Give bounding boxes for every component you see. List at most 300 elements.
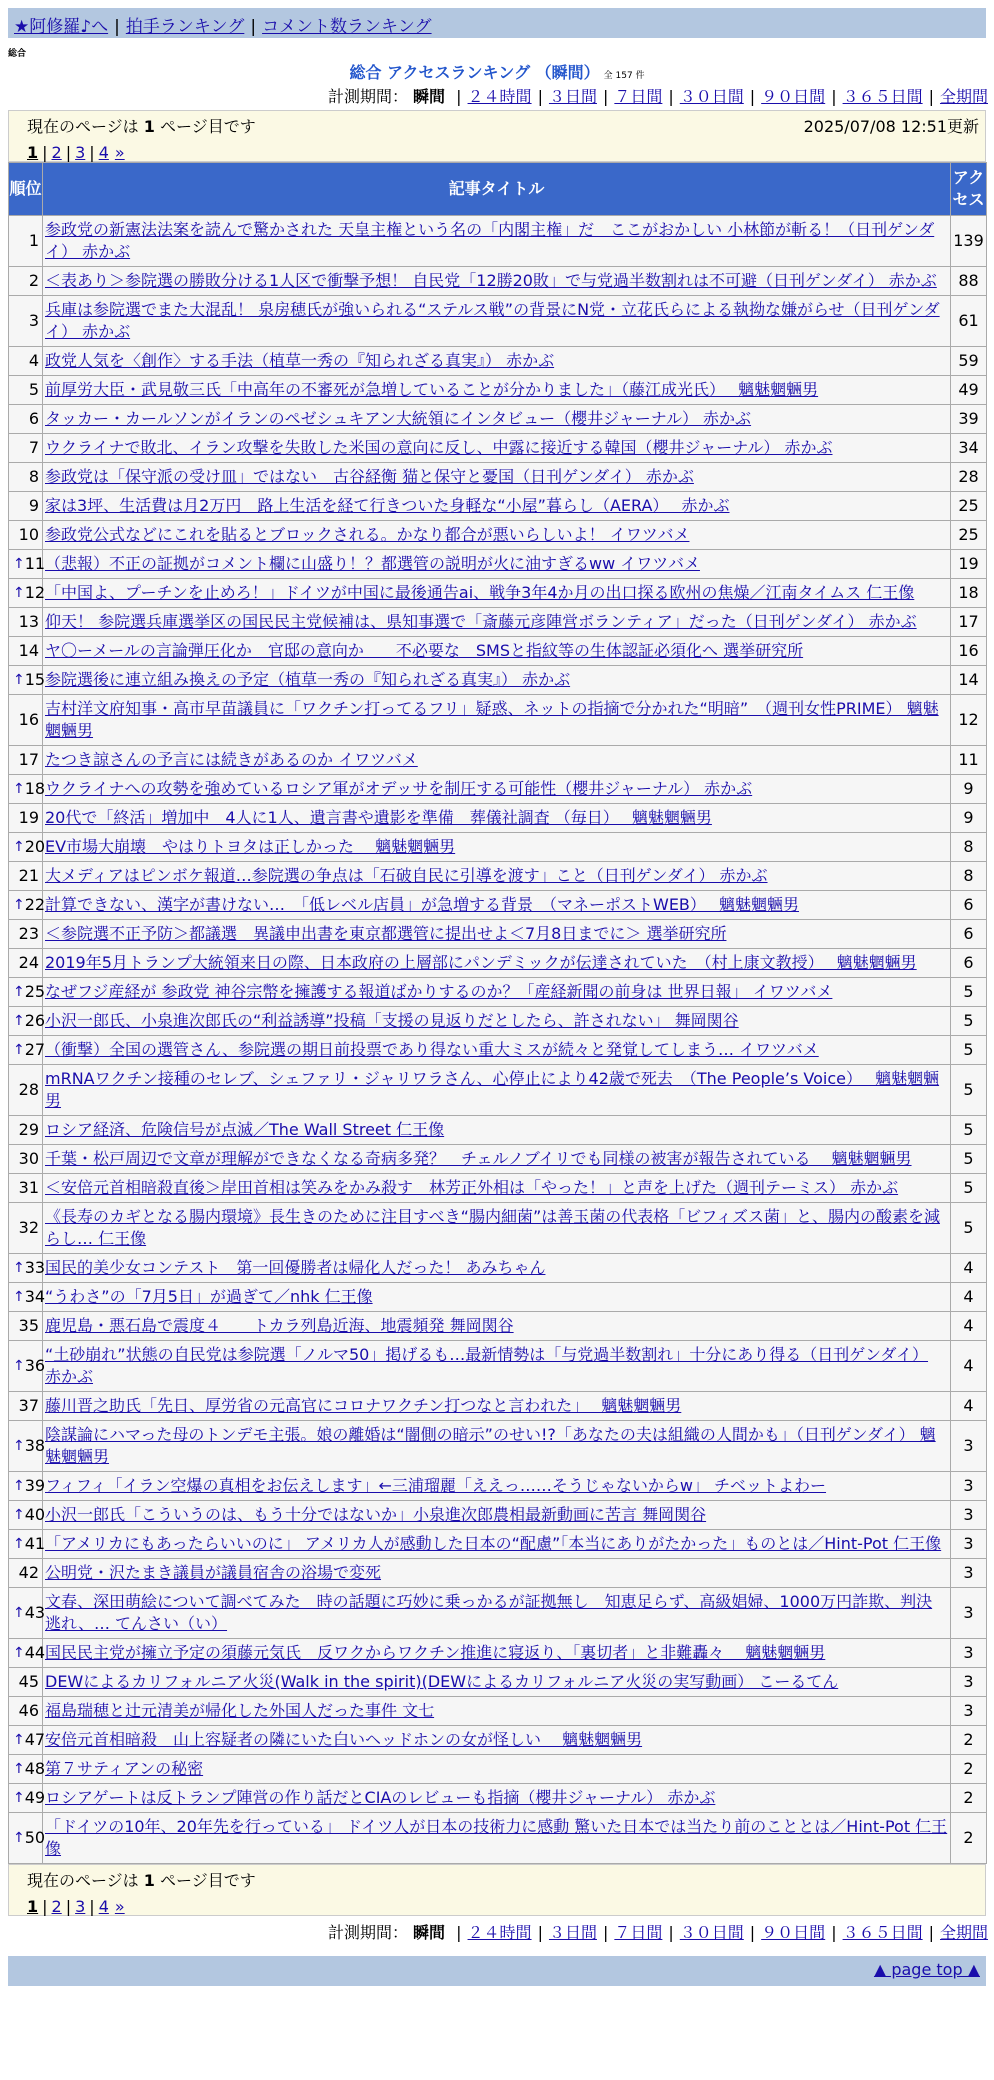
rank-number: 3	[28, 311, 39, 330]
article-title-link[interactable]: ＜参院選不正予防＞都議選 異議申出書を東京都選管に提出せよ＜7月8日までに＞ 選挙研究所	[45, 924, 727, 943]
rank-up-arrow-icon: ↑	[13, 585, 25, 601]
table-row	[9, 1036, 987, 1065]
access-count: 6	[951, 891, 987, 920]
table-row	[9, 608, 987, 637]
period-link[interactable]: ９０日間	[761, 1923, 826, 1942]
article-title-link[interactable]: 国民的美少女コンテスト 第一回優勝者は帰化人だった！ あみちゃん	[45, 1258, 546, 1277]
rank-up-arrow-icon: ↑	[13, 1507, 25, 1523]
title-cell	[43, 804, 951, 833]
page-title	[0, 60, 994, 83]
article-title-link[interactable]: 政党人気を〈創作〉する手法（植草一秀の『知られざる真実』） 赤かぶ	[45, 351, 555, 370]
title-cell	[43, 775, 951, 804]
title-cell	[43, 1472, 951, 1501]
table-row	[9, 463, 987, 492]
access-count: 4	[951, 1312, 987, 1341]
access-count: 4	[951, 1283, 987, 1312]
title-cell	[43, 1668, 951, 1697]
title-cell	[43, 1254, 951, 1283]
table-row	[9, 920, 987, 949]
period-separator: |	[668, 87, 674, 106]
article-title-link[interactable]: 「中国よ、プーチンを止めろ！」ドイツが中国に最後通告ai、戦争3年4か月の出口探る欧州の焦燥／江南タイムス 仁王像	[45, 583, 915, 602]
period-link[interactable]: ２４時間	[467, 87, 532, 106]
title-cell	[43, 1697, 951, 1726]
rank-cell	[9, 804, 43, 833]
page-current: 1	[27, 1897, 39, 1916]
article-title-link[interactable]: 文春、深田萌絵について調べてみた 時の話題に巧妙に乗っかるが証拠無し 知恵足らず、高級娼婦、1000万円詐欺、判決逃れ、… てんさい（い）	[45, 1592, 933, 1633]
period-links	[450, 87, 988, 106]
article-title-link[interactable]: 計算できない、漢字が書けない… 「低レベル店員」が急増する背景 （マネーポストWEB） 魑魅魍魎男	[45, 895, 799, 914]
rank-cell	[9, 1392, 43, 1421]
rank-number: 15	[24, 670, 46, 689]
nav-home-link[interactable]: ★阿修羅♪へ	[14, 17, 109, 37]
page-link[interactable]: 3	[75, 1897, 86, 1916]
access-count: 25	[951, 492, 987, 521]
rank-up-arrow-icon: ↑	[13, 1761, 25, 1777]
rank-number: 18	[24, 779, 46, 798]
rank-number: 26	[24, 1011, 46, 1030]
article-title-link[interactable]: 小沢一郎氏「こういうのは、もう十分ではないか」小泉進次郎農相最新動画に苦言 舞岡関谷	[45, 1505, 707, 1524]
table-row	[9, 347, 987, 376]
article-title-link[interactable]: 参政党公式などにこれを貼るとブロックされる。かなり都合が悪いらしいよ！ イワツバメ	[45, 525, 690, 544]
current-page-number: 1	[143, 1871, 155, 1890]
period-separator: |	[749, 1923, 756, 1942]
table-row	[9, 550, 987, 579]
table-row	[9, 1813, 987, 1864]
table-row	[9, 1697, 987, 1726]
table-row	[9, 1501, 987, 1530]
column-header-access: アクセス	[951, 163, 987, 216]
rank-cell	[9, 949, 43, 978]
article-title-link[interactable]: ロシア経済、危険信号が点滅／The Wall Street 仁王像	[45, 1120, 445, 1139]
title-cell	[43, 579, 951, 608]
access-count: 3	[951, 1501, 987, 1530]
title-cell	[43, 376, 951, 405]
table-row	[9, 695, 987, 746]
access-count: 59	[951, 347, 987, 376]
article-title-link[interactable]: 家は3坪、生活費は月2万円 路上生活を経て行きついた身軽な“小屋”暮らし（AERA） 赤かぶ	[45, 496, 730, 515]
rank-number: 23	[18, 924, 39, 943]
rank-number: 33	[24, 1258, 46, 1277]
rank-cell	[9, 376, 43, 405]
table-row	[9, 978, 987, 1007]
article-title-link[interactable]: 「アメリカにもあったらいいのに」 アメリカ人が感動した日本の“配慮”「本当にありがたかった」ものとは／Hint-Pot 仁王像	[45, 1534, 942, 1553]
rank-cell	[9, 296, 43, 347]
table-row	[9, 1639, 987, 1668]
page-link[interactable]: 4	[98, 1897, 109, 1916]
period-separator: |	[456, 87, 462, 106]
ranking-body	[9, 216, 987, 1864]
title-cell	[43, 296, 951, 347]
rank-cell	[9, 1145, 43, 1174]
rank-cell	[9, 463, 43, 492]
article-title-link[interactable]: なぜフジ産経が 参政党 神谷宗幣を擁護する報道ばかりするのか？「産経新聞の前身は 世界日報」 イワツバメ	[45, 982, 833, 1001]
rank-cell	[9, 666, 46, 695]
rank-cell	[9, 833, 46, 862]
article-title-link[interactable]: 参院選後に連立組み換えの予定（植草一秀の『知られざる真実』） 赤かぶ	[45, 670, 571, 689]
title-cell	[43, 1036, 951, 1065]
title-cell	[43, 1174, 951, 1203]
title-cell	[43, 492, 951, 521]
access-count: 5	[951, 1065, 987, 1116]
page-info-top	[8, 110, 986, 162]
rank-up-arrow-icon: ↑	[13, 1289, 25, 1305]
article-title-link[interactable]: タッカー・カールソンがイランのペゼシュキアン大統領にインタビュー（櫻井ジャーナル） 赤かぶ	[45, 409, 752, 428]
period-link[interactable]: ２４時間	[467, 1923, 532, 1942]
period-link[interactable]: ９０日間	[761, 87, 826, 106]
title-cell	[43, 1530, 951, 1559]
period-link[interactable]: ３日間	[548, 1923, 597, 1942]
article-title-link[interactable]: 第７サティアンの秘密	[45, 1759, 204, 1778]
rank-up-arrow-icon: ↑	[13, 1438, 25, 1454]
rank-cell	[9, 347, 43, 376]
rank-up-arrow-icon: ↑	[13, 1478, 25, 1494]
access-count: 28	[951, 463, 987, 492]
title-cell	[43, 1341, 951, 1392]
table-row	[9, 833, 987, 862]
rank-up-arrow-icon: ↑	[13, 1013, 25, 1029]
page-link[interactable]: 3	[75, 143, 86, 162]
rank-number: 41	[24, 1534, 46, 1553]
top-nav-bar	[8, 8, 986, 38]
rank-number: 37	[18, 1396, 39, 1415]
access-count: 19	[951, 550, 987, 579]
rank-cell	[9, 1203, 43, 1254]
page-separator: |	[89, 1897, 95, 1916]
column-header-title: 記事タイトル	[43, 163, 951, 216]
total-count: 全 157 件	[603, 71, 645, 81]
article-title-link[interactable]: 吉村洋文府知事・高市早苗議員に「ワクチン打ってるフリ」疑惑、ネットの指摘で分かれた“明暗” （週刊女性PRIME） 魑魅魍魎男	[45, 699, 939, 740]
title-cell	[43, 666, 951, 695]
rank-cell	[9, 1726, 46, 1755]
article-title-link[interactable]: 鹿児島・悪石島で震度４ トカラ列島近海、地震頻発 舞岡関谷	[45, 1316, 514, 1335]
table-row	[9, 1726, 987, 1755]
rank-number: 1	[28, 231, 39, 250]
rank-cell	[9, 1530, 46, 1559]
article-title-link[interactable]: （悲報）不正の証拠がコメント欄に山盛り！？都選管の説明が火に油すぎるww イワツバメ	[45, 554, 700, 573]
article-title-link[interactable]: 兵庫は参院選でまた大混乱！ 泉房穂氏が強いられる“ステルス戦”の背景にN党・立花氏らによる執拗な嫌がらせ（日刊ゲンダイ） 赤かぶ	[45, 300, 940, 341]
article-title-link[interactable]: ウクライナへの攻勢を強めているロシア軍がオデッサを制圧する可能性（櫻井ジャーナル） 赤かぶ	[45, 779, 753, 798]
article-title-link[interactable]: 福島瑞穂と辻元清美が帰化した外国人だった事件 文七	[45, 1701, 435, 1720]
access-count: 18	[951, 579, 987, 608]
rank-cell	[9, 1813, 46, 1864]
article-title-link[interactable]: 仰天！ 参院選兵庫選挙区の国民民主党候補は、県知事選で「斎藤元彦陣営ボランティア」だった（日刊ゲンダイ） 赤かぶ	[45, 612, 917, 631]
rank-number: 2	[28, 271, 39, 290]
title-cell	[43, 920, 951, 949]
table-row	[9, 521, 987, 550]
rank-number: 12	[24, 583, 46, 602]
rank-number: 45	[18, 1672, 39, 1691]
title-cell	[43, 267, 951, 296]
rank-number: 16	[18, 710, 39, 729]
table-row	[9, 1784, 987, 1813]
title-cell	[43, 1639, 951, 1668]
rank-up-arrow-icon: ↑	[13, 984, 25, 1000]
table-row	[9, 804, 987, 833]
page-separator: |	[42, 1897, 48, 1916]
rank-cell	[9, 521, 43, 550]
article-title-link[interactable]: 大メディアはピンボケ報道…参院選の争点は「石破自民に引導を渡す」こと（日刊ゲンダイ） 赤かぶ	[45, 866, 768, 885]
article-title-link[interactable]: フィフィ「イラン空爆の真相をお伝えします」←三浦瑠麗「ええっ……そうじゃないからw」 チベットよわー	[45, 1476, 827, 1495]
access-count: 3	[951, 1559, 987, 1588]
article-title-link[interactable]: EV市場大崩壊 やはりトヨタは正しかった 魑魅魍魎男	[45, 837, 456, 856]
rank-up-arrow-icon: ↑	[13, 1605, 25, 1621]
rank-cell	[9, 920, 43, 949]
page-separator: |	[42, 143, 48, 162]
period-link[interactable]: ３０日間	[679, 87, 744, 106]
access-count: 14	[951, 666, 987, 695]
article-title-link[interactable]: 参政党の新憲法法案を読んで驚かされた 天皇主権という名の「内閣主権」だ ここがおかしい 小林節が斬る！（日刊ゲンダイ） 赤かぶ	[45, 220, 935, 261]
rank-up-arrow-icon: ↑	[13, 897, 25, 913]
rank-number: 22	[24, 895, 46, 914]
rank-number: 7	[28, 438, 39, 457]
rank-number: 48	[24, 1759, 46, 1778]
access-count: 8	[951, 833, 987, 862]
rank-cell	[9, 1784, 46, 1813]
period-link[interactable]: 全期間	[939, 1923, 988, 1942]
title-cell	[43, 434, 951, 463]
pagination	[27, 143, 967, 162]
page-link[interactable]: 4	[98, 143, 109, 162]
rank-number: 36	[24, 1356, 46, 1375]
rank-cell	[9, 695, 43, 746]
page-link[interactable]: 2	[51, 143, 62, 162]
period-separator: |	[537, 1923, 543, 1942]
access-count: 25	[951, 521, 987, 550]
table-row	[9, 1312, 987, 1341]
access-count: 5	[951, 1007, 987, 1036]
article-title-link[interactable]: “うわさ”の「7月5日」が過ぎて／nhk 仁王像	[45, 1287, 373, 1306]
period-label: 計測期間：	[327, 1923, 408, 1942]
table-row	[9, 579, 987, 608]
table-row	[9, 1559, 987, 1588]
period-selector-bottom	[328, 1920, 988, 1943]
rank-number: 29	[18, 1120, 39, 1139]
access-count: 5	[951, 1203, 987, 1254]
rank-cell	[9, 405, 43, 434]
rank-up-arrow-icon: ↑	[13, 1645, 25, 1661]
column-header-rank: 順位	[9, 163, 43, 216]
article-title-link[interactable]: ＜表あり＞参院選の勝敗分ける1人区で衝撃予想！ 自民党「12勝20敗」で与党過半数割れは不可避（日刊ゲンダイ） 赤かぶ	[45, 271, 937, 290]
page-link[interactable]: 2	[51, 1897, 62, 1916]
article-title-link[interactable]: たつき諒さんの予言には続きがあるのか イワツバメ	[45, 750, 418, 769]
rank-cell	[9, 1116, 43, 1145]
title-cell	[43, 216, 951, 267]
article-title-link[interactable]: ロシアゲートは反トランプ陣営の作り話だとCIAのレビューも指摘（櫻井ジャーナル） 赤かぶ	[45, 1788, 716, 1807]
current-page-suffix: ページ目です	[160, 117, 256, 136]
rank-number: 5	[28, 380, 39, 399]
title-cell	[43, 1007, 951, 1036]
article-title-link[interactable]: 前厚労大臣・武見敬三氏「中高年の不審死が急増していることが分かりました」（藤江成光氏） 魑魅魍魎男	[45, 380, 819, 399]
access-count: 3	[951, 1639, 987, 1668]
period-separator: |	[456, 1923, 462, 1942]
article-title-link[interactable]: 《長寿のカギとなる腸内環境》長生きのために注目すべき“腸内細菌”は善玉菌の代表格「ビフィズス菌」と、腸内の酸素を減らし… 仁王像	[45, 1207, 940, 1248]
title-cell	[43, 1145, 951, 1174]
rank-number: 13	[18, 612, 39, 631]
rank-number: 24	[18, 953, 39, 972]
table-row	[9, 1668, 987, 1697]
access-count: 88	[951, 267, 987, 296]
title-cell	[43, 1501, 951, 1530]
page-info-bottom	[8, 1864, 986, 1916]
rank-number: 31	[18, 1178, 39, 1197]
rank-cell	[9, 1472, 46, 1501]
rank-cell	[9, 550, 46, 579]
access-count: 9	[951, 804, 987, 833]
access-count: 6	[951, 949, 987, 978]
rank-cell	[9, 1341, 46, 1392]
rank-number: 49	[24, 1788, 46, 1807]
access-count: 5	[951, 1174, 987, 1203]
rank-number: 35	[18, 1316, 39, 1335]
article-title-link[interactable]: ヤ〇ーメールの言論弾圧化か 官邸の意向か 不必要な SMSと指紋等の生体認証必須化へ 選挙研究所	[45, 641, 804, 660]
title-cell	[43, 1588, 951, 1639]
title-cell	[43, 1755, 951, 1784]
rank-number: 43	[24, 1603, 46, 1622]
access-count: 16	[951, 637, 987, 666]
nav-separator: |	[114, 17, 120, 37]
rank-number: 42	[18, 1563, 39, 1582]
article-title-link[interactable]: mRNAワクチン接種のセレブ、シェファリ・ジャリワラさん、心停止により42歳で死去 （The People’s Voice） 魑魅魍魎男	[45, 1069, 940, 1110]
rank-number: 38	[24, 1436, 46, 1455]
article-title-link[interactable]: 小沢一郎氏、小泉進次郎氏の“利益誘導”投稿「支援の見返りだとしたら、許されない」 舞岡関谷	[45, 1011, 739, 1030]
footer-bar	[8, 1956, 986, 1986]
period-separator: |	[928, 1923, 934, 1942]
article-title-link[interactable]: 参政党は「保守派の受け皿」ではない 古谷経衡 猫と保守と憂国（日刊ゲンダイ） 赤かぶ	[45, 467, 694, 486]
access-count: 8	[951, 862, 987, 891]
article-title-link[interactable]: 藤川晋之助氏「先日、厚労省の元高官にコロナワクチン打つなと言われた」 魑魅魍魎男	[45, 1396, 682, 1415]
title-cell	[43, 1813, 951, 1864]
rank-cell	[9, 775, 46, 804]
rank-cell	[9, 1312, 43, 1341]
title-cell	[43, 405, 951, 434]
article-title-link[interactable]: 2019年5月トランプ大統領来日の際、日本政府の上層部にパンデミックが伝達されていた （村上康文教授） 魑魅魍魎男	[45, 953, 917, 972]
rank-cell	[9, 978, 46, 1007]
table-row	[9, 296, 987, 347]
title-cell	[43, 521, 951, 550]
rank-cell	[9, 746, 43, 775]
title-cell	[43, 949, 951, 978]
table-row	[9, 1116, 987, 1145]
access-count: 5	[951, 1036, 987, 1065]
article-title-link[interactable]: 「ドイツの10年、20年先を行っている」 ドイツ人が日本の技術力に感動 驚いた日本では当たり前のこととは／Hint-Pot 仁王像	[45, 1817, 948, 1858]
table-row	[9, 1145, 987, 1174]
period-link[interactable]: ３６５日間	[842, 1923, 923, 1942]
rank-cell	[9, 492, 43, 521]
rank-up-arrow-icon: ↑	[13, 781, 25, 797]
period-link[interactable]: ３日間	[548, 87, 597, 106]
article-title-link[interactable]: 国民民主党が擁立予定の須藤元気氏 反ワクからワクチン推進に寝返り、「裏切者」と非難轟々 魑魅魍魎男	[45, 1643, 826, 1662]
rank-cell	[9, 608, 43, 637]
rank-cell	[9, 1007, 46, 1036]
period-link[interactable]: 全期間	[939, 87, 988, 106]
page-next-link[interactable]: »	[114, 1897, 125, 1916]
article-title-link[interactable]: 安倍元首相暗殺 山上容疑者の隣にいた白いヘッドホンの女が怪しい 魑魅魍魎男	[45, 1730, 643, 1749]
period-link[interactable]: ７日間	[614, 87, 663, 106]
period-current: 瞬間	[413, 87, 446, 106]
page-top-link[interactable]: ▲ page top ▲	[873, 1960, 980, 1979]
rank-up-arrow-icon: ↑	[13, 1536, 25, 1552]
rank-number: 28	[18, 1080, 39, 1099]
rank-up-arrow-icon: ↑	[13, 1358, 25, 1374]
rank-cell	[9, 1254, 46, 1283]
access-count: 2	[951, 1813, 987, 1864]
access-count: 34	[951, 434, 987, 463]
article-title-link[interactable]: “土砂崩れ”状態の自民党は参院選「ノルマ50」掲げるも…最新情勢は「与党過半数割れ」十分にあり得る（日刊ゲンダイ） 赤かぶ	[45, 1345, 929, 1386]
table-row	[9, 1065, 987, 1116]
article-title-link[interactable]: ＜安倍元首相暗殺直後＞岸田首相は笑みをかみ殺す 林芳正外相は「やった！」と声を上げた（週刊テーミス） 赤かぶ	[45, 1178, 899, 1197]
article-title-link[interactable]: ウクライナで敗北、イラン攻撃を失敗した米国の意向に反し、中露に接近する韓国（櫻井ジャーナル） 赤かぶ	[45, 438, 833, 457]
access-count: 9	[951, 775, 987, 804]
table-row	[9, 1341, 987, 1392]
period-separator: |	[831, 87, 837, 106]
period-selector-top	[328, 84, 988, 107]
table-row	[9, 891, 987, 920]
rank-cell	[9, 434, 43, 463]
table-row	[9, 1755, 987, 1784]
rank-up-arrow-icon: ↑	[13, 672, 25, 688]
access-count: 3	[951, 1588, 987, 1639]
table-row	[9, 1254, 987, 1283]
title-cell	[43, 1726, 951, 1755]
article-title-link[interactable]: 陰謀論にハマった母のトンデモ主張。娘の離婚は“闇側の暗示”のせい!?「あなたの夫は組織の人間かも」（日刊ゲンダイ） 魑魅魍魎男	[45, 1425, 936, 1466]
title-cell	[43, 695, 951, 746]
rank-number: 32	[18, 1218, 39, 1237]
current-page-number: 1	[143, 117, 155, 136]
title-cell	[43, 608, 951, 637]
title-cell	[43, 1203, 951, 1254]
title-cell	[43, 637, 951, 666]
article-title-link[interactable]: 20代で「終活」増加中 4人に1人、遺言書や遺影を準備 葬儀社調査 （毎日） 魑魅魍魎男	[45, 808, 712, 827]
article-title-link[interactable]: 千葉・松戸周辺で文章が理解ができなくなる奇病多発？ チェルノブイリでも同様の被害が報告されている 魑魅魍魎男	[45, 1149, 912, 1168]
table-row	[9, 862, 987, 891]
table-row	[9, 1392, 987, 1421]
rank-number: 46	[18, 1701, 39, 1720]
title-cell	[43, 1312, 951, 1341]
access-count: 39	[951, 405, 987, 434]
article-title-link[interactable]: 公明党・沢たまき議員が議員宿舎の浴場で変死	[45, 1563, 382, 1582]
period-link[interactable]: ３０日間	[679, 1923, 744, 1942]
nav-clap-ranking-link[interactable]: 拍手ランキング	[125, 17, 245, 37]
article-title-link[interactable]: DEWによるカリフォルニア火災(Walk in the spirit)(DEWによるカリフォルニア火災の実写動画） こーるてん	[45, 1672, 839, 1691]
access-count: 17	[951, 608, 987, 637]
access-count: 2	[951, 1784, 987, 1813]
title-cell	[43, 1559, 951, 1588]
article-title-link[interactable]: （衝撃）全国の選管さん、参院選の期日前投票であり得ない重大ミスが続々と発覚してしまう… イワツバメ	[45, 1040, 819, 1059]
rank-number: 9	[28, 496, 39, 515]
rank-up-arrow-icon: ↑	[13, 556, 25, 572]
title-cell	[43, 1784, 951, 1813]
page-separator: |	[65, 143, 72, 162]
access-count: 139	[951, 216, 987, 267]
current-page-prefix: 現在のページは	[27, 117, 139, 136]
access-count: 4	[951, 1341, 987, 1392]
table-row	[9, 1588, 987, 1639]
table-row	[9, 1203, 987, 1254]
access-count: 3	[951, 1530, 987, 1559]
page-separator: |	[65, 1897, 72, 1916]
period-link[interactable]: ３６５日間	[842, 87, 923, 106]
nav-comment-ranking-link[interactable]: コメント数ランキング	[262, 17, 432, 37]
period-current: 瞬間	[413, 1923, 446, 1942]
access-count: 3	[951, 1697, 987, 1726]
period-link[interactable]: ７日間	[614, 1923, 663, 1942]
page-current: 1	[27, 143, 39, 162]
rank-cell	[9, 1668, 43, 1697]
page-next-link[interactable]: »	[114, 143, 125, 162]
rank-up-arrow-icon: ↑	[13, 839, 25, 855]
period-separator: |	[831, 1923, 837, 1942]
title-cell	[43, 833, 951, 862]
